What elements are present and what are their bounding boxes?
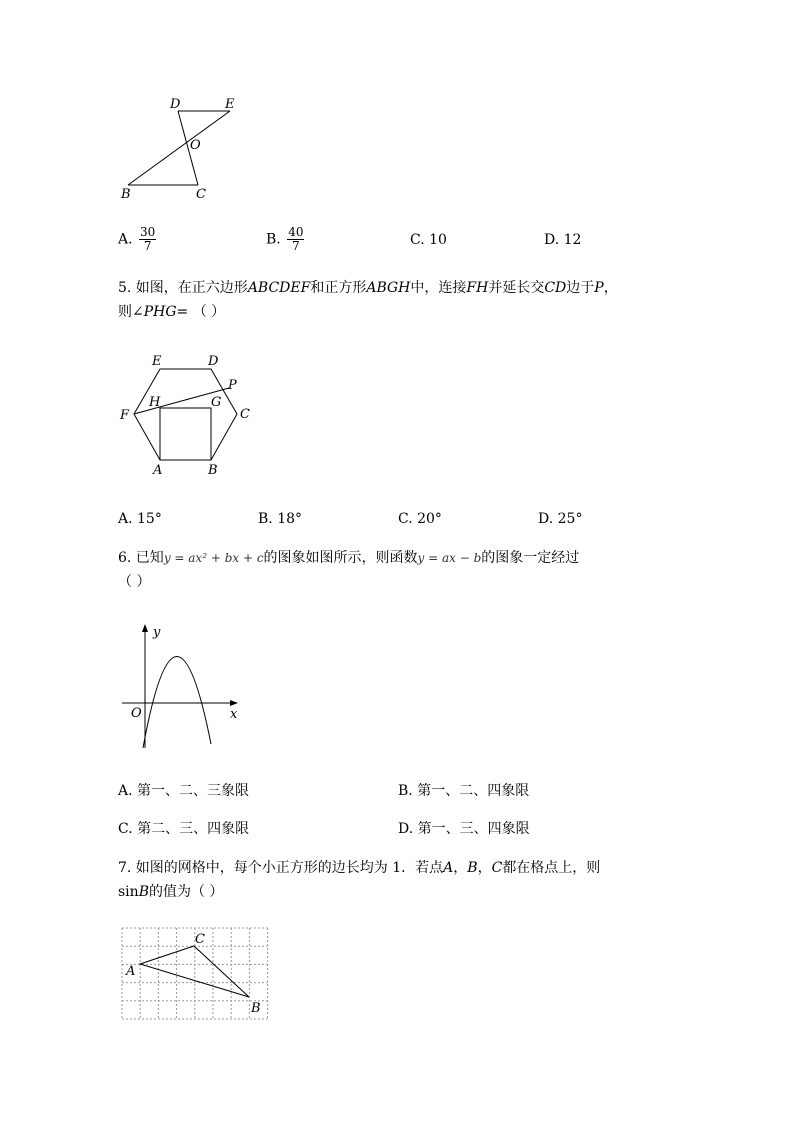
- parabola-curve: [143, 656, 211, 748]
- q5-option-b[interactable]: B. 18°: [258, 511, 303, 527]
- q5-stem-line2: 则∠PHG= （ ）: [118, 304, 226, 320]
- label-d: D: [208, 354, 219, 369]
- label-e: E: [225, 97, 235, 112]
- label-b: B: [208, 463, 218, 478]
- label-c: C: [195, 932, 205, 947]
- label-o: O: [190, 138, 201, 153]
- q7-stem-line1: 7. 如图的网格中，每个小正方形的边长均为 1．若点A，B，C都在格点上，则: [118, 860, 601, 876]
- label-origin: O: [131, 706, 142, 721]
- hexagon-abcdef: [134, 369, 237, 460]
- q4-figure: [110, 92, 250, 202]
- label-c: C: [196, 187, 206, 202]
- square-abgh: [160, 408, 211, 460]
- label-b: B: [251, 1001, 261, 1016]
- x-axis-arrow: [230, 700, 238, 706]
- linear-function: y = ax − b: [417, 551, 482, 565]
- q6-figure: [112, 616, 252, 756]
- label-b: B: [121, 187, 131, 202]
- q4-option-b[interactable]: B. $\frac{40}{7}$: [266, 225, 304, 253]
- q6-stem-line2: （ ）: [118, 574, 151, 590]
- q6-stem-line1: 6. 已知y = ax² + bx + c的图象如图所示，则函数y = ax − b的图象一定经过: [118, 550, 580, 566]
- quadratic-function: y = ax² + bx + c: [163, 551, 264, 565]
- fraction-30-7: $\frac{30}{7}$: [140, 225, 156, 253]
- q4-option-d[interactable]: D. 12: [544, 232, 582, 248]
- fraction-40-7: $\frac{40}{7}$: [288, 225, 304, 253]
- label-p: P: [228, 378, 237, 393]
- label-y: y: [153, 625, 161, 640]
- label-g: G: [211, 395, 222, 410]
- q5-option-c[interactable]: C. 20°: [398, 511, 442, 527]
- segment-eb: [128, 111, 230, 185]
- q6-option-a[interactable]: A. 第一、二、三象限: [118, 783, 250, 799]
- q5-option-d[interactable]: D. 25°: [538, 511, 583, 527]
- q6-option-d[interactable]: D. 第一、三、四象限: [398, 821, 530, 837]
- q7-figure: [114, 920, 284, 1028]
- q4-option-a[interactable]: A. $\frac{30}{7}$: [118, 225, 156, 253]
- q6-option-b[interactable]: B. 第一、二、四象限: [398, 783, 530, 799]
- label-a: A: [153, 463, 163, 478]
- q7-stem-line2: sinB的值为（ ）: [118, 884, 224, 900]
- label-a: A: [126, 964, 136, 979]
- y-axis-arrow: [142, 624, 148, 632]
- label-x: x: [230, 707, 238, 722]
- q6-option-c[interactable]: C. 第二、三、四象限: [118, 821, 250, 837]
- q5-figure: [112, 348, 262, 480]
- q5-stem-line1: 5. 如图，在正六边形ABCDEF和正方形ABGH中，连接FH并延长交CD边于P，: [118, 280, 618, 296]
- q4-option-c[interactable]: C. 10: [410, 232, 447, 248]
- q5-option-a[interactable]: A. 15°: [118, 511, 162, 527]
- label-h: H: [149, 395, 161, 410]
- label-c: C: [240, 407, 250, 422]
- label-f: F: [120, 408, 130, 423]
- label-e: E: [152, 354, 162, 369]
- label-d: D: [170, 97, 181, 112]
